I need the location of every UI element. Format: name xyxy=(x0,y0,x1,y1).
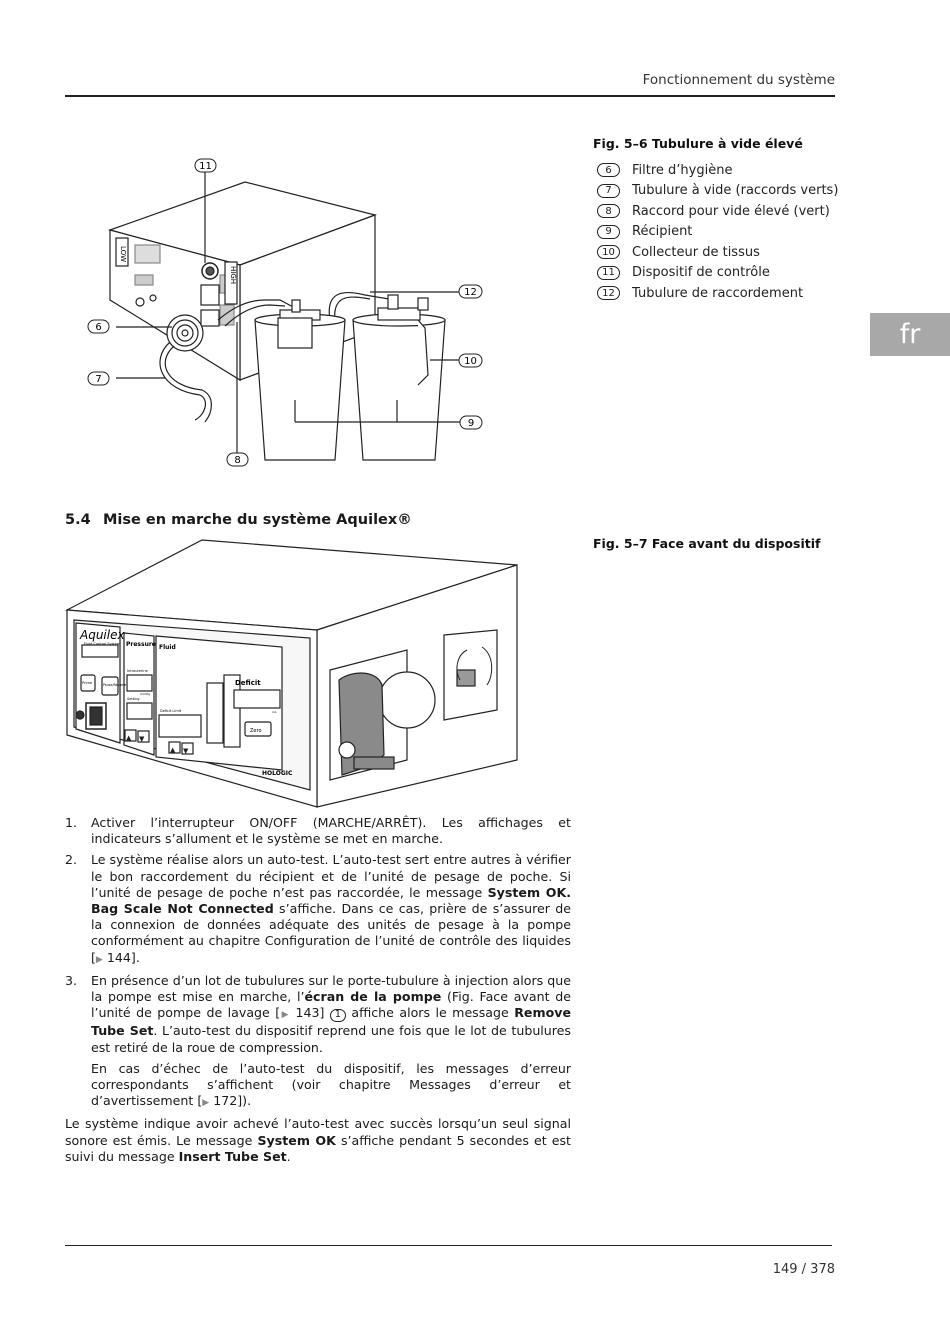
message-insert-tube-set: Insert Tube Set xyxy=(178,1148,287,1164)
page-ref-link[interactable]: 144 xyxy=(106,949,131,965)
callout-8: 8 xyxy=(234,455,241,466)
figure-5-7-illustration xyxy=(62,535,527,810)
language-tab: fr xyxy=(870,313,950,356)
callout-circle: 1 xyxy=(330,1009,346,1022)
page-number: 149 / 378 xyxy=(772,1262,835,1277)
prime-label: Prime xyxy=(82,681,93,685)
message-remove-tube-set: Remove Tube Set xyxy=(91,1005,571,1039)
figure-5-6-legend xyxy=(597,160,838,304)
ml-label: mL xyxy=(272,710,277,714)
callout-6: 6 xyxy=(95,322,102,333)
down-arrow-icon: ▼ xyxy=(139,735,145,743)
section-number: 5.4 xyxy=(65,512,91,528)
page-ref-link[interactable]: 172 xyxy=(213,1093,238,1109)
step-3: 3. En présence d’un lot de tubulures sur le porte-tubulure à injection alors que la pompe est mise en marche, l’écran de la pompe (Fig. Face avant de l’unité de pompe de lavage [▶ 143] 1 affiche alors le message Remove Tube Set. L’auto-test du dispositif reprend une fois que le lot de tubulures est retiré de la roue de compression. xyxy=(65,972,571,1055)
legend-item: 10 Collecteur de tissus xyxy=(597,242,838,263)
down-arrow-icon: ▼ xyxy=(183,747,189,755)
page-ref-arrow-icon: ▶ xyxy=(95,954,103,965)
final-paragraph: Le système indique avoir achevé l’auto-test avec succès lorsqu’un seul signal sonore est émis. Le message System OK s’affiche pendant 5 secondes et est suivi du message Insert Tube Set. xyxy=(65,1116,571,1164)
callout-12: 12 xyxy=(464,287,477,298)
header-rule xyxy=(65,95,835,97)
step-1: 1. Activer l’interrupteur ON/OFF (MARCHE/ARRÊT). Les affichages et indicateurs s’allument et le système se met en marche. xyxy=(65,815,571,847)
legend-item: 11 Dispositif de contrôle xyxy=(597,263,838,284)
callout-11: 11 xyxy=(199,161,212,172)
callout-9: 9 xyxy=(467,418,475,429)
figure-5-6-illustration xyxy=(80,150,500,475)
procedure-steps xyxy=(65,815,571,1170)
footer-rule xyxy=(65,1245,832,1246)
setting-label: Setting xyxy=(127,697,140,701)
figure-5-6-caption: Fig. 5–6 Tubulure à vide élevé xyxy=(593,136,803,151)
message-system-ok: System OK xyxy=(257,1132,336,1148)
pause-label: Pause/Resume xyxy=(103,683,127,687)
up-arrow-icon: ▲ xyxy=(170,746,176,754)
brand-logo: Aquilex xyxy=(80,628,125,642)
section-heading xyxy=(65,512,412,528)
step-3-note: En cas d’échec de l’auto-test du dispositif, les messages d’erreur correspondants s’affichent (voir chapitre Messages d’erreur et d’avertissement [▶ 172]). xyxy=(91,1060,571,1109)
step-2: 2. Le système réalise alors un auto-test. L’auto-test sert entre autres à vérifier le bon raccordement du récipient et de l’unité de pesage de poche. Si l’unité de pesage de poche n’est pas raccordée, le message System OK. Bag Scale Not Connected s’affiche. Dans ce cas, prière de s’assurer de la connexion de données adéquate des unités de pesage à la pompe conformément au chapitre Configuration de l’unité de contrôle des liquides [▶ 144]. xyxy=(65,852,572,965)
deficit-label: Deficit xyxy=(235,679,261,687)
legend-item: 9 Récipient xyxy=(597,222,838,243)
legend-item: 8 Raccord pour vide élevé (vert) xyxy=(597,201,838,222)
callout-7: 7 xyxy=(95,374,102,385)
section-title: Mise en marche du système Aquilex® xyxy=(103,512,412,528)
zero-label: Zero xyxy=(250,728,262,734)
pressure-label: Pressure xyxy=(126,641,156,648)
legend-item: 12 Tubulure de raccordement xyxy=(597,283,838,304)
page-ref-arrow-icon: ▶ xyxy=(202,1098,210,1109)
fluid-label: Fluid xyxy=(159,644,176,651)
device-label-low: LOW xyxy=(119,246,127,263)
legend-item: 6 Filtre d’hygiène xyxy=(597,160,838,181)
deficit-limit-label: Deficit Limit xyxy=(160,709,182,713)
callout-10: 10 xyxy=(464,356,477,367)
brand-subtitle: Fluid Control System xyxy=(84,642,121,646)
mmhg-label: mmHg xyxy=(140,692,151,696)
hologic-logo: HOLOGIC xyxy=(262,770,293,777)
page-header-title: Fonctionnement du système xyxy=(642,72,835,88)
page-ref-arrow-icon: ▶ xyxy=(280,1010,290,1021)
page-ref-link[interactable]: 143 xyxy=(295,1005,320,1021)
message-bag-scale: System OK. Bag Scale Not Connected xyxy=(91,884,572,917)
up-arrow-icon: ▲ xyxy=(126,734,132,742)
pump-screen-term: écran de la pompe xyxy=(304,989,442,1005)
intrauterine-label: Intrauterine xyxy=(127,669,148,673)
figure-5-7-caption: Fig. 5–7 Face avant du dispositif xyxy=(593,536,821,551)
device-label-high: HIGH xyxy=(229,266,237,285)
legend-item: 7 Tubulure à vide (raccords verts) xyxy=(597,181,838,202)
